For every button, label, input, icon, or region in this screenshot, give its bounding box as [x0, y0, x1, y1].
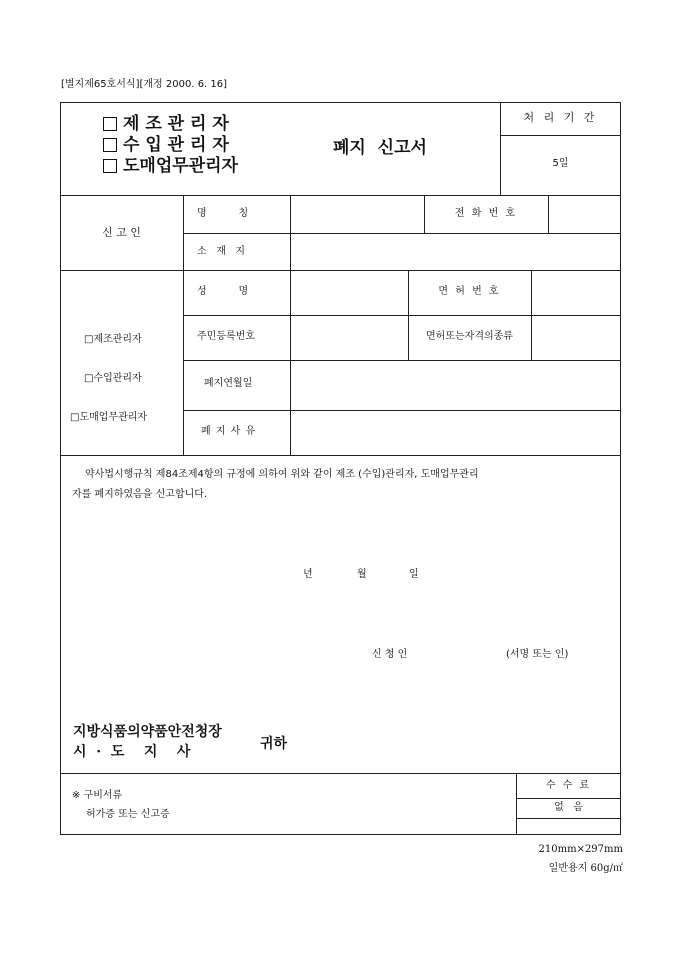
license-number-label: 면 허 번 호 — [438, 286, 501, 297]
date-day-label: 일 — [409, 569, 419, 580]
form-reference: [별지제65호서식][개정 2000. 6. 16] — [61, 79, 228, 90]
closure-date-field[interactable] — [291, 361, 619, 409]
license-type-label: 면허또는자격의종류 — [426, 331, 513, 342]
statement-line-1: 약사법시행규칙 제84조제4항의 규정에 의하여 위와 같이 제조 (수입)관리자, 도매업무관리 — [85, 469, 479, 480]
option-import-manager[interactable]: 수 입 관 리 자 — [103, 135, 238, 156]
closure-reason-field[interactable] — [291, 411, 619, 454]
signature-note: (서명 또는 인) — [506, 649, 569, 660]
resident-number-field[interactable] — [291, 316, 407, 359]
applicant-signature-label: 신 청 인 — [372, 649, 408, 660]
checkbox-icon[interactable] — [103, 159, 117, 173]
role-option-manufacturing[interactable]: □제조관리자 — [84, 334, 142, 345]
paper-size: 210mm×297mm — [538, 844, 623, 855]
address-label: 소 재 지 — [197, 246, 246, 257]
name-label: 명 칭 — [197, 208, 249, 219]
fee-label: 수 수 료 — [545, 780, 592, 791]
resident-number-label: 주민등록번호 — [197, 331, 255, 342]
form-title: 폐지 신고서 — [333, 138, 427, 158]
processing-period-value: 5일 — [552, 158, 569, 169]
phone-field[interactable] — [549, 196, 619, 232]
paper-type: 일반용지 60g/㎡ — [548, 863, 623, 874]
signature-field[interactable] — [430, 645, 500, 663]
closure-date-label: 폐지연월일 — [204, 378, 253, 389]
checkbox-icon[interactable] — [103, 117, 117, 131]
checkbox-icon[interactable] — [103, 138, 117, 152]
manager-role-options — [60, 320, 183, 437]
role-option-import[interactable]: □수입관리자 — [84, 373, 142, 384]
date-year-label: 년 — [303, 569, 313, 580]
required-docs-header: ※ 구비서류 — [72, 790, 123, 801]
business-name-field[interactable] — [291, 196, 423, 232]
processing-period-label: 처 리 기 간 — [523, 111, 598, 124]
recipient-line-2: 시 · 도 지 사 — [73, 744, 191, 760]
recipient-block — [73, 722, 222, 762]
manager-name-label: 성 명 — [197, 286, 249, 297]
title-options — [103, 114, 238, 177]
applicant-label: 신 고 인 — [102, 226, 141, 239]
recipient-suffix: 귀하 — [260, 736, 288, 752]
required-docs-item: 허가증 또는 신고증 — [86, 809, 170, 820]
option-wholesale-manager[interactable]: 도매업무관리자 — [103, 156, 238, 177]
license-number-field[interactable] — [532, 271, 619, 314]
phone-label: 전 화 번 호 — [454, 208, 518, 219]
fee-value: 없 음 — [554, 802, 583, 813]
closure-reason-label: 폐 지 사 유 — [201, 426, 257, 437]
option-manufacturing-manager[interactable]: 제 조 관 리 자 — [103, 114, 238, 135]
statement-line-2: 자를 폐지하였음을 신고합니다. — [72, 489, 208, 500]
address-field[interactable] — [291, 234, 619, 269]
manager-name-field[interactable] — [291, 271, 407, 314]
license-type-field[interactable] — [532, 316, 619, 359]
date-month-label: 월 — [357, 569, 367, 580]
role-option-wholesale[interactable]: □도매업무관리자 — [70, 412, 148, 423]
recipient-line-1: 지방식품의약품안전청장 — [73, 724, 222, 740]
